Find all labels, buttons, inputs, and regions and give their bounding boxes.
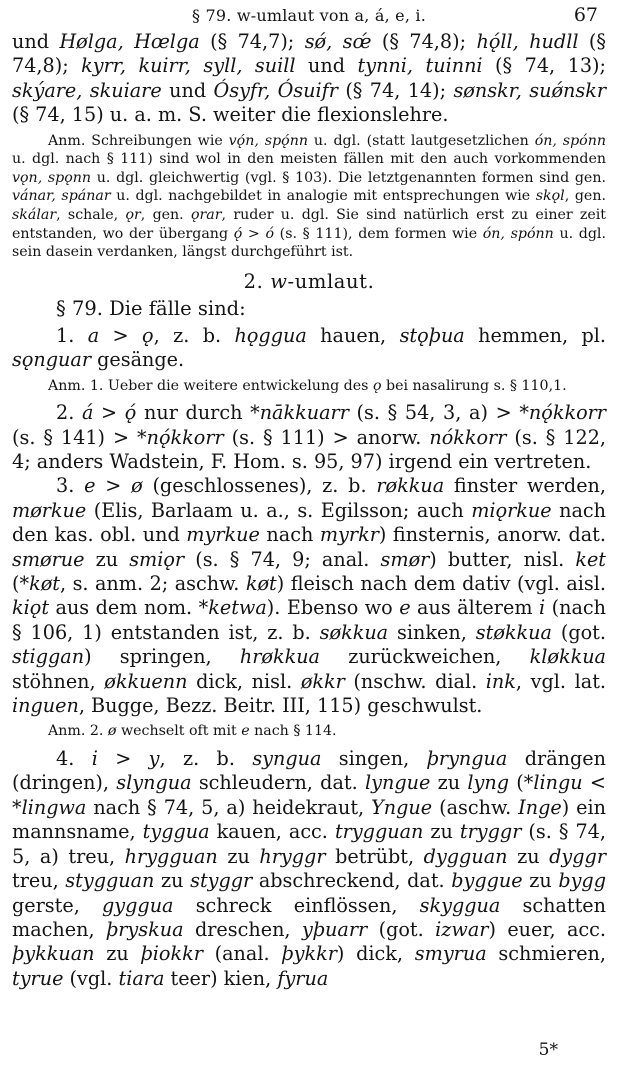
- anmerkung-2-text: Anm. 2. ø wechselt oft mit e nach § 114.: [48, 723, 337, 740]
- point-3-text: 3. e > ø (geschlossenes), z. b. røkkua finster werden, mørkue (Elis, Barlaam u. a., s. Egilsson; auch miǫrkue nach den kas. obl. und myrkue nach myrkr) finsternis, anorw. dat. smørue zu smiǫr (s. § 74, 9; anal. smør) butter, nisl. ket (*køt, s. anm. 2; aschw. køt) fleisch nach dem dativ (vgl. aisl. kiǫt aus dem nom. *ketwa). Ebenso wo e aus älterem i (nach § 106, 1) entstanden ist, z. b. søkkua sinken, støkkua (got. stiggan) springen, hrøkkua zurückweichen, kløkkua stöhnen, økkuenn dick, nisl. økkr (nschw. dial. ink, vgl. lat. inguen, Bugge, Bezz. Beitr. III, 115) geschwulst.: [12, 474, 607, 718]
- anmerkung-1-text: Anm. 1. Ueber die weitere entwickelung des ǫ bei nasalirung s. § 110,1.: [48, 377, 567, 394]
- page-number: 67: [573, 4, 598, 26]
- running-head-title: § 79. w-umlaut von a, á, e, i.: [192, 6, 426, 25]
- page-content: [12, 30, 606, 991]
- point-4-text: 4. i > y, z. b. syngua singen, þryngua drängen (dringen), slyngua schleudern, dat. lyngue zu lyng (*lingu < *lingwa nach § 74, 5, a) heidekraut, Yngue (aschw. Inge) ein mannsname, tyggua kauen, acc. trygguan zu tryggr (s. § 74, 5, a) treu, hrygguan zu hryggr betrübt, dygguan zu dyggr treu, stygguan zu styggr abschreckend, dat. byggue zu bygg gerste, gyggua schreck einflössen, skyggua schatten machen, þryskua dreschen, yþuarr (got. izwar) euer, acc. þykkuan zu þiokkr (anal. þykkr) dick, smyrua schmieren, tyrue (vgl. tiara teer) kien, fyrua: [12, 747, 607, 990]
- point-1-text: 1. a > ǫ, z. b. hǫggua hauen, stǫþua hemmen, pl. sǫnguar gesänge.: [12, 323, 606, 372]
- anmerkung-text: Anm. Schreibungen wie vǫ́n, spǫ́nn u. dgl. (statt lautgesetzlichen ón, spónn u. dgl. nach § 111) sind wol in den meisten fällen mit den auch vorkommenden vǫn, spǫnn u. dgl. gleichwertig (vgl. § 103). Die letztgenannten formen sind gen. vánar, spánar u. dgl. nachgebildet in analogie mit entsprechungen wie skǫl, gen. skálar, schale, ǫr, gen. ǫrar, ruder u. dgl. Sie sind natürlich erst zu einer zeit entstanden, wo der übergang ǫ́ > ó (s. § 111), dem formen wie ón, spónn u. dgl. sein dasein verdanken, längst durchgeführt ist.: [12, 132, 607, 261]
- point-2-text: 2. á > ǫ́ nur durch *nākkuarr (s. § 54, 3, a) > *nǫ́kkorr (s. § 141) > *nǫ́kkorr (s. § 111) > anorw. nókkorr (s. § 122, 4; anders Wadstein, F. Hom. s. 95, 97) irgend ein vertreten.: [12, 401, 607, 473]
- intro-text: und Hølga, Hœlga (§ 74,7); sǿ, sœ́ (§ 74,8); hǫ́ll, hudll (§ 74,8); kyrr, kuirr, syll, suill und tynni, tuinni (§ 74, 13); skýare, skuiare und Ósyfr, Ósuifr (§ 74, 14); sønskr, suǿnskr (§ 74, 15) u. a. m. S. weiter die flexionslehre.: [12, 30, 606, 127]
- section-title: 2. w-umlaut.: [243, 269, 375, 293]
- signature-mark: 5*: [538, 1040, 558, 1060]
- running-head: [12, 0, 606, 30]
- paragraph-heading: § 79. Die fälle sind:: [56, 296, 246, 320]
